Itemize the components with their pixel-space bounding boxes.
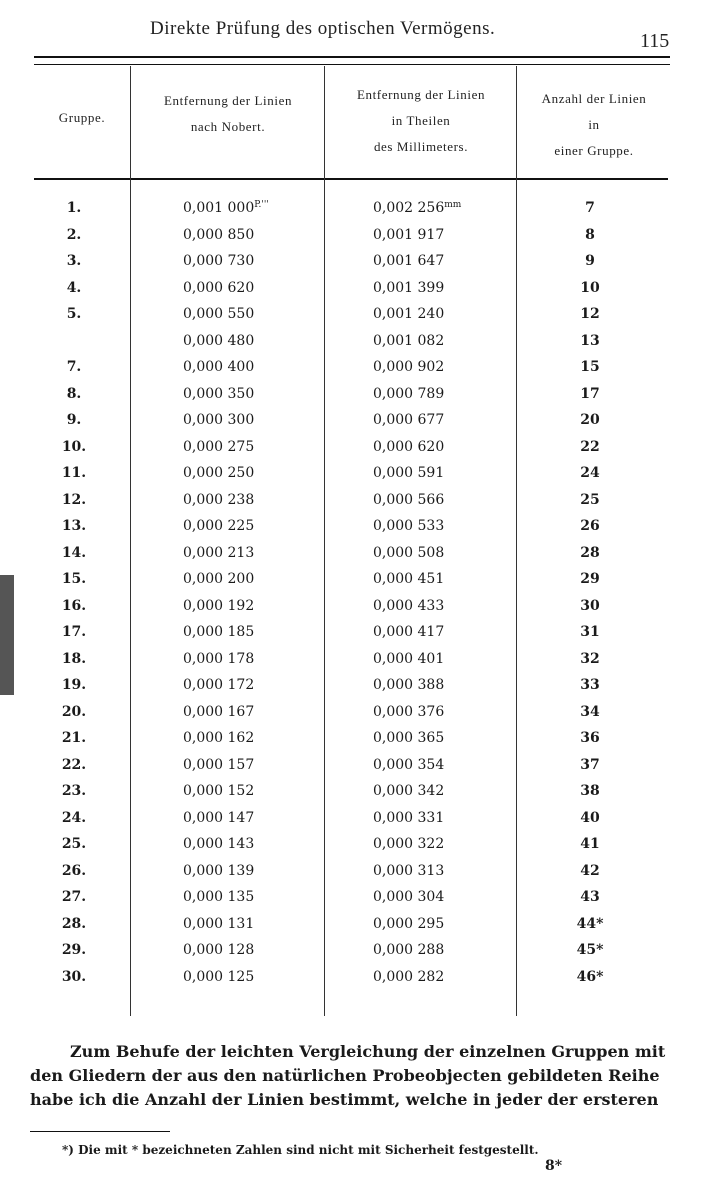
unit-nobert: P.''': [254, 200, 269, 210]
group-number: 30.: [61, 968, 87, 985]
mm-distance: 0,000 677: [373, 412, 445, 428]
table-row: [0, 730, 706, 757]
group-number: 10.: [61, 438, 87, 455]
group-number: 24.: [61, 809, 87, 826]
mm-distance: 0,000 322: [373, 836, 445, 852]
mm-distance: 0,001 917: [373, 226, 445, 243]
group-number: 11.: [61, 465, 87, 481]
table-row: [0, 651, 706, 678]
nobert-distance: 0,000 125: [183, 968, 255, 985]
group-number: 23.: [61, 783, 87, 799]
table-row: [0, 227, 706, 254]
group-number: 20.: [61, 703, 87, 720]
line-count: 33: [580, 677, 600, 693]
line-count: 26: [580, 518, 600, 534]
table-row: [0, 624, 706, 651]
nobert-distance: 0,000 128: [183, 942, 255, 958]
mm-distance: 0,000 288: [373, 942, 445, 958]
mm-distance: 0,000 433: [373, 597, 445, 614]
table-row: [0, 412, 706, 439]
group-number: 7.: [66, 359, 82, 375]
table-row: [0, 492, 706, 519]
group-number: 3.: [66, 253, 82, 269]
nobert-distance: 0,000 250: [183, 465, 255, 481]
group-number: 18.: [61, 650, 87, 667]
line-count: 38: [580, 783, 600, 799]
table-row: [0, 836, 706, 863]
column-header-nobert: [132, 88, 324, 140]
table-row: [0, 386, 706, 413]
mm-value: 0,002 256: [373, 200, 445, 216]
line-count: 32: [580, 650, 600, 667]
line-count: 31: [580, 624, 600, 640]
group-number: 21.: [61, 730, 87, 746]
line-count: 29: [580, 571, 600, 587]
line-count: 24: [580, 465, 600, 481]
nobert-value: 0,001 000: [183, 200, 255, 216]
table-row: [0, 889, 706, 916]
table-row: [0, 704, 706, 731]
line-count: 46*: [576, 968, 604, 985]
paragraph-line: habe ich die Anzahl der Linien bestimmt, welche in jeder der ersteren: [30, 1090, 659, 1109]
nobert-distance: 0,000 147: [183, 809, 255, 826]
nobert-distance: 0,000 350: [183, 385, 255, 402]
line-count: 25: [580, 491, 600, 508]
nobert-distance: 0,000 550: [183, 306, 255, 322]
nobert-distance: 0,000 178: [183, 650, 255, 667]
nobert-distance: 0,000 152: [183, 783, 255, 799]
nobert-distance: 0,000 172: [183, 677, 255, 693]
column-header-line: des Millimeters.: [373, 139, 469, 154]
nobert-distance: 0,000 400: [183, 359, 255, 375]
table-row: [0, 810, 706, 837]
nobert-distance: 0,000 157: [183, 756, 255, 773]
nobert-distance: 0,000 730: [183, 253, 255, 269]
table-row: [0, 969, 706, 996]
column-header-line: Anzahl der Linien: [541, 91, 647, 106]
mm-distance: 0,000 789: [373, 385, 445, 402]
column-header-line: in Theilen: [391, 113, 451, 128]
mm-distance: 0,000 566: [373, 491, 445, 508]
group-number: 1.: [66, 200, 82, 216]
line-count: 45*: [576, 942, 604, 958]
line-count: 12: [580, 306, 600, 322]
nobert-distance: 0,000 131: [183, 915, 255, 932]
line-count: 34: [580, 703, 600, 720]
line-count: 42: [580, 862, 600, 879]
line-count: 17: [580, 385, 600, 402]
column-header-line: in: [588, 117, 600, 132]
nobert-distance: 0,000 139: [183, 862, 255, 879]
mm-distance: 0,000 533: [373, 518, 445, 534]
mm-distance: 0,001 647: [373, 253, 445, 269]
group-number: 14.: [61, 544, 87, 561]
nobert-distance: 0,000 620: [183, 279, 255, 296]
table-row: [0, 465, 706, 492]
group-number: 13.: [61, 518, 87, 534]
nobert-distance: 0,000 185: [183, 624, 255, 640]
line-count: 44*: [576, 915, 604, 932]
column-header-count: [518, 86, 670, 164]
nobert-distance: 0,000 167: [183, 703, 255, 720]
mm-distance: 0,000 388: [373, 677, 445, 693]
table-row: [0, 518, 706, 545]
line-count: 15: [580, 359, 600, 375]
mm-distance: 0,000 282: [373, 968, 445, 985]
paragraph-line: Zum Behufe der leichten Vergleichung der einzelnen Gruppen mit: [70, 1042, 666, 1061]
table-row: [0, 306, 706, 333]
column-header-mm: [326, 82, 516, 160]
mm-distance: 0,000 401: [373, 650, 445, 667]
mm-distance: 0,001 399: [373, 279, 445, 296]
group-number: 17.: [61, 624, 87, 640]
column-header-line: Entfernung der Linien: [356, 87, 486, 102]
footnote-rule: [30, 1131, 170, 1132]
mm-distance: 0,001 240: [373, 306, 445, 322]
line-count: 36: [580, 730, 600, 746]
group-number: 27.: [61, 889, 87, 905]
line-count: 30: [580, 597, 600, 614]
table-row: [0, 598, 706, 625]
table-row: [0, 280, 706, 307]
running-title: Direkte Prüfung des optischen Vermögens.: [150, 18, 496, 39]
mm-distance: 0,000 295: [373, 915, 445, 932]
table-row: [0, 359, 706, 386]
unit-mm: mm: [444, 200, 462, 210]
nobert-distance: [183, 200, 269, 216]
line-count: 43: [580, 889, 600, 905]
mm-distance: 0,000 342: [373, 783, 445, 799]
group-number: 28.: [61, 915, 87, 932]
header-rule-thick: [34, 56, 670, 58]
group-number: 12.: [61, 491, 87, 508]
group-number: 5.: [66, 306, 82, 322]
nobert-distance: 0,000 300: [183, 412, 255, 428]
line-count: 9: [585, 253, 595, 269]
mm-distance: 0,000 365: [373, 730, 445, 746]
nobert-distance: 0,000 135: [183, 889, 255, 905]
table-row: [0, 545, 706, 572]
group-number: 29.: [61, 942, 87, 958]
nobert-distance: 0,000 480: [183, 332, 255, 349]
mm-distance: 0,000 902: [373, 359, 445, 375]
line-count: 40: [580, 809, 600, 826]
mm-distance: 0,000 304: [373, 889, 445, 905]
line-count: 28: [580, 544, 600, 561]
group-number: 9.: [66, 412, 82, 428]
line-count: 22: [580, 438, 600, 455]
column-header-line: Gruppe.: [58, 110, 106, 125]
mm-distance: 0,000 354: [373, 756, 445, 773]
nobert-distance: 0,000 143: [183, 836, 255, 852]
nobert-distance: 0,000 200: [183, 571, 255, 587]
column-header-line: nach Nobert.: [190, 119, 266, 134]
column-header-line: Entfernung der Linien: [163, 93, 293, 108]
group-number: 4.: [66, 279, 82, 296]
line-count: 41: [580, 836, 600, 852]
mm-distance: 0,000 331: [373, 809, 445, 826]
scan-edge-shadow: [0, 575, 14, 695]
line-count: 20: [580, 412, 600, 428]
group-number: 15.: [61, 571, 87, 587]
nobert-distance: 0,000 213: [183, 544, 255, 561]
mm-distance: [373, 200, 461, 216]
mm-distance: 0,000 451: [373, 571, 445, 587]
table-row: [0, 439, 706, 466]
group-number: 16.: [61, 597, 87, 614]
paragraph-line: den Gliedern der aus den natürlichen Probeobjecten gebildeten Reihe: [30, 1066, 660, 1085]
group-number: 8.: [66, 385, 82, 402]
footnote: *) Die mit * bezeichneten Zahlen sind nicht mit Sicherheit festgestellt.: [62, 1143, 539, 1157]
header-rule-thin: [34, 64, 670, 65]
nobert-distance: 0,000 238: [183, 491, 255, 508]
line-count: 37: [580, 756, 600, 773]
line-count: 8: [585, 226, 595, 243]
mm-distance: 0,000 313: [373, 862, 445, 879]
table-row: [0, 863, 706, 890]
table-row: [0, 677, 706, 704]
column-header-line: einer Gruppe.: [554, 143, 634, 158]
mm-distance: 0,001 082: [373, 332, 445, 349]
table-row: [0, 200, 706, 227]
nobert-distance: 0,000 225: [183, 518, 255, 534]
table-row: [0, 333, 706, 360]
page-number: 115: [640, 30, 670, 52]
line-count: 7: [585, 200, 595, 216]
mm-distance: 0,000 591: [373, 465, 445, 481]
signature-mark: 8*: [545, 1158, 563, 1174]
table-row: [0, 571, 706, 598]
line-count: 13: [580, 332, 600, 349]
nobert-distance: 0,000 192: [183, 597, 255, 614]
column-header-group: [34, 105, 130, 131]
mm-distance: 0,000 417: [373, 624, 445, 640]
nobert-distance: 0,000 275: [183, 438, 255, 455]
group-number: 25.: [61, 836, 87, 852]
group-number: 19.: [61, 677, 87, 693]
group-number: 2.: [66, 226, 82, 243]
mm-distance: 0,000 620: [373, 438, 445, 455]
table-row: [0, 783, 706, 810]
mm-distance: 0,000 508: [373, 544, 445, 561]
nobert-distance: 0,000 162: [183, 730, 255, 746]
table-row: [0, 916, 706, 943]
line-count: 10: [580, 279, 600, 296]
group-number: 22.: [61, 756, 87, 773]
nobert-distance: 0,000 850: [183, 226, 255, 243]
table-row: [0, 757, 706, 784]
group-number: 26.: [61, 862, 87, 879]
body-paragraph: [30, 1040, 666, 1112]
table-row: [0, 253, 706, 280]
mm-distance: 0,000 376: [373, 703, 445, 720]
table-row: [0, 942, 706, 969]
